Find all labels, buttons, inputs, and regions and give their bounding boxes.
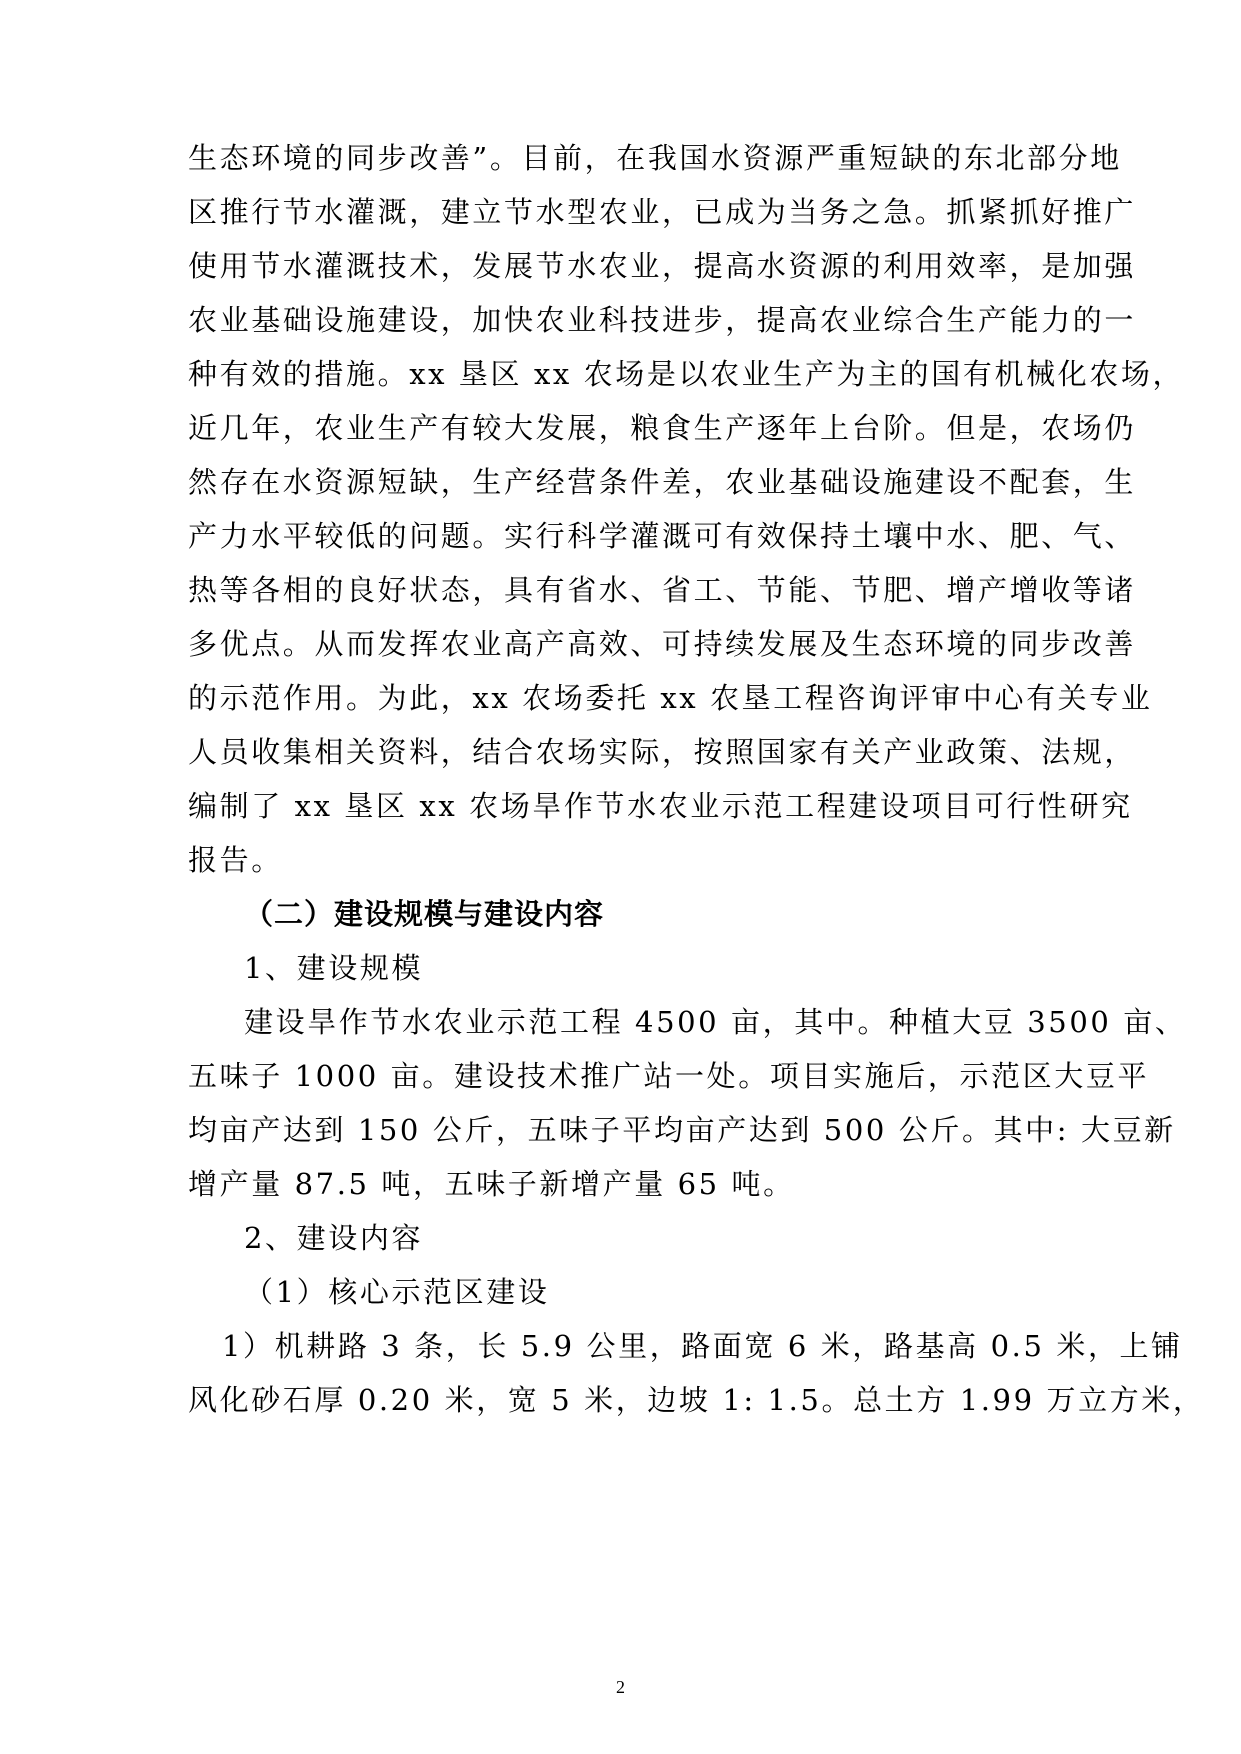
subsection-heading: （1）核心示范区建设 xyxy=(244,1275,550,1309)
body-text-line: 编制了 xx 垦区 xx 农场旱作节水农业示范工程建设项目可行性研究 xyxy=(188,789,1133,823)
body-text-line: 的示范作用。为此，xx 农场委托 xx 农垦工程咨询评审中心有关专业 xyxy=(188,681,1153,715)
body-text-line: 风化砂石厚 0.20 米，宽 5 米，边坡 1: 1.5。总土方 1.99 万立方米， xyxy=(188,1383,1205,1417)
body-text-line: 人员收集相关资料，结合农场实际，按照国家有关产业政策、法规， xyxy=(188,735,1137,769)
page-number: 2 xyxy=(616,1677,625,1697)
body-text-line: 然存在水资源短缺，生产经营条件差，农业基础设施建设不配套，生 xyxy=(188,465,1137,499)
body-text-line: 使用节水灌溉技术，发展节水农业，提高水资源的利用效率，是加强 xyxy=(188,249,1137,283)
subsection-heading: 2、建设内容 xyxy=(244,1221,424,1255)
subsection-heading: 1、建设规模 xyxy=(244,951,424,985)
body-text-line: 1）机耕路 3 条，长 5.9 公里，路面宽 6 米，路基高 0.5 米，上铺 xyxy=(222,1329,1183,1363)
body-text-line: 五味子 1000 亩。建设技术推广站一处。项目实施后，示范区大豆平 xyxy=(188,1059,1150,1093)
body-text-line: 农业基础设施建设，加快农业科技进步，提高农业综合生产能力的一 xyxy=(188,303,1137,337)
body-text-line: 报告。 xyxy=(188,843,283,877)
body-text-line: 近几年，农业生产有较大发展，粮食生产逐年上台阶。但是，农场仍 xyxy=(188,411,1137,445)
body-text-line: 区推行节水灌溉，建立节水型农业，已成为当务之急。抓紧抓好推广 xyxy=(188,195,1137,229)
body-text-line: 产力水平较低的问题。实行科学灌溉可有效保持土壤中水、肥、气、 xyxy=(188,519,1137,553)
section-heading: （二）建设规模与建设内容 xyxy=(244,897,605,931)
body-text-line: 热等各相的良好状态，具有省水、省工、节能、节肥、增产增收等诸 xyxy=(188,573,1137,607)
body-text-line: 建设旱作节水农业示范工程 4500 亩，其中。种植大豆 3500 亩、 xyxy=(244,1005,1187,1039)
body-text-line: 增产量 87.5 吨，五味子新增产量 65 吨。 xyxy=(188,1167,795,1201)
body-text-line: 种有效的措施。xx 垦区 xx 农场是以农业生产为主的国有机械化农场， xyxy=(188,357,1185,391)
body-text-line: 多优点。从而发挥农业高产高效、可持续发展及生态环境的同步改善 xyxy=(188,627,1137,661)
body-text-line: 生态环境的同步改善”。目前，在我国水资源严重短缺的东北部分地 xyxy=(188,141,1122,175)
body-text-line: 均亩产达到 150 公斤，五味子平均亩产达到 500 公斤。其中: 大豆新 xyxy=(188,1113,1176,1147)
